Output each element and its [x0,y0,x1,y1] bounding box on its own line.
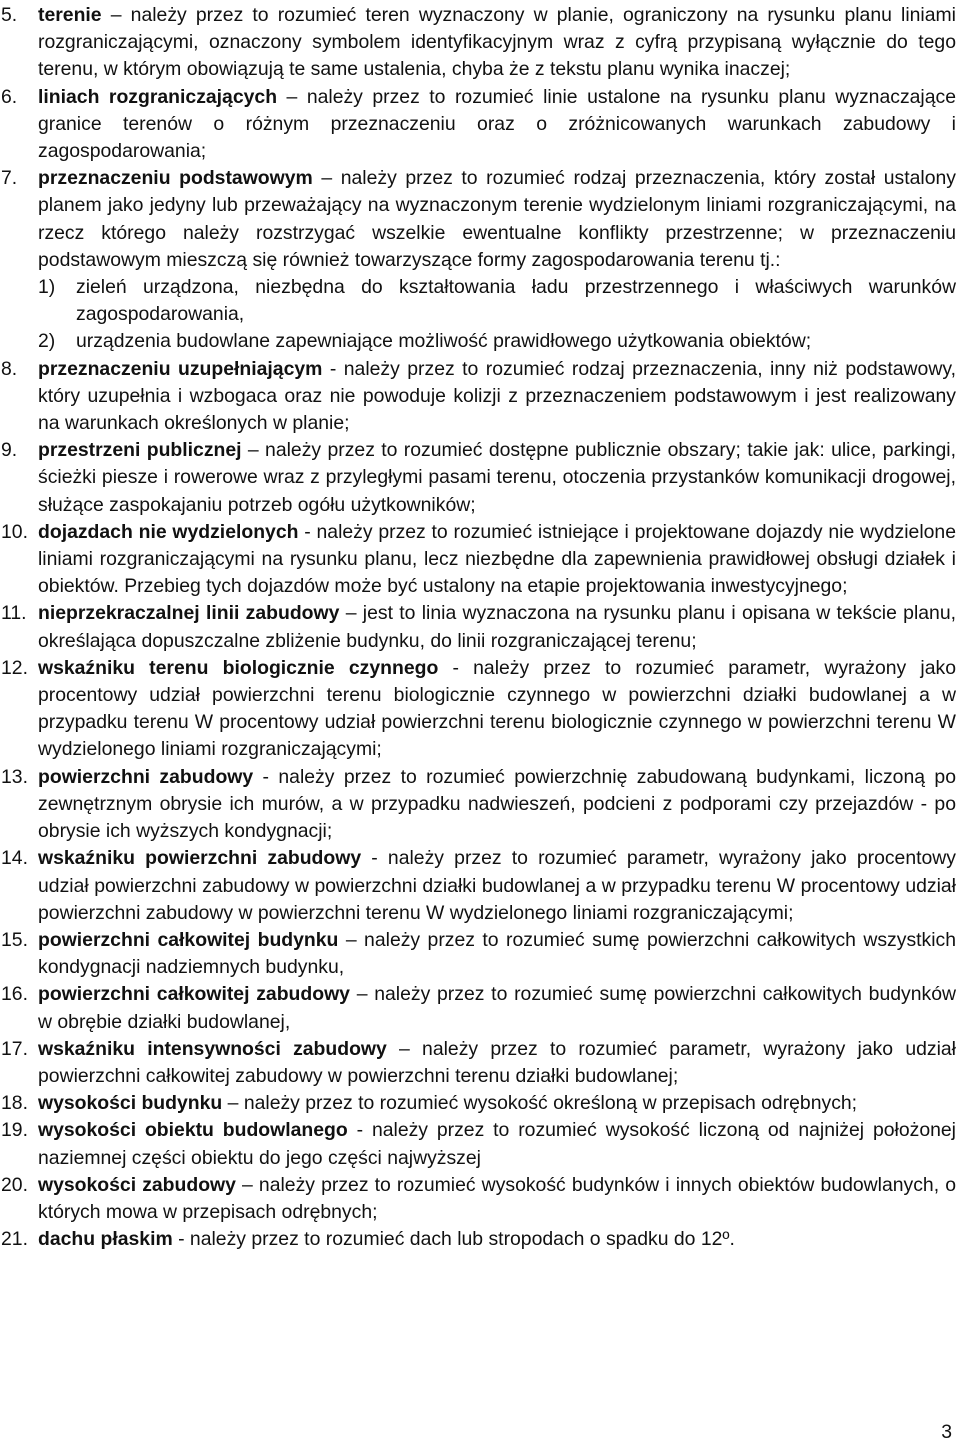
definition-item [0,1036,956,1090]
definition-term: wskaźniku powierzchni zabudowy [38,847,362,870]
definition-number: 18. [1,1092,28,1115]
definition-text: - należy przez to rozumieć parametr, wyrażony jako procentowy udział powierzchni terenu biologicznie czynnego w powierzchni działki budowlanej a w przypadku terenu W procentowy udział powierzchni terenu biologicznie czynnego w powierzchni terenu W wydzielonego liniami rozgraniczającymi; [38,656,956,761]
definition-number: 6. [1,85,18,108]
definition-body [38,437,956,519]
definition-number: 5. [1,4,18,26]
sub-item-text: zieleń urządzona, niezbędna do kształtowania ładu przestrzennego i właściwych warunków zagospodarowania, [76,276,956,326]
definition-body [38,1117,956,1171]
definition-term: powierzchni całkowitej zabudowy [38,983,350,1006]
definition-term: przeznaczeniu podstawowym [38,167,313,190]
definition-term: powierzchni całkowitej budynku [38,928,339,951]
definition-number: 8. [1,357,18,380]
sub-list-item [38,328,956,355]
definition-number: 17. [1,1037,28,1060]
definition-number: 14. [1,847,28,870]
definition-term: liniach rozgraniczających [38,85,278,108]
definition-item [0,600,956,654]
definition-text: – należy przez to rozumieć sumę powierzchni całkowitych budynków w obrębie działki budowlanej, [38,983,956,1033]
definition-term: dachu płaskim [38,1228,173,1251]
definition-number: 19. [1,1119,28,1142]
definition-item [0,2,956,84]
definition-number: 13. [1,765,28,788]
definition-text: – należy przez to rozumieć teren wyznaczony w planie, ograniczony na rysunku planu liniami rozgraniczającymi, oznaczony symbolem identyfikacyjnym wraz z cyfrą przypisaną wyłącznie do tego terenu, w którym obowiązują te same ustalenia, chyba że z tekstu planu wynika inaczej; [38,4,956,81]
definition-text: – należy przez to rozumieć sumę powierzchni całkowitych wszystkich kondygnacji nadziemnych budynku, [38,928,957,979]
definition-item [0,981,956,1035]
definition-item [0,165,956,355]
definition-number: 21. [1,1228,28,1251]
definition-item [0,845,956,927]
definition-body [38,764,956,846]
definition-text: - należy przez to rozumieć rodzaj przeznaczenia, inny niż podstawowy, który uzupełnia i wzbogaca oraz nie powoduje kolizji z przeznaczeniem podstawowym i jest realizowany na warunkach określonych w planie; [38,357,956,435]
definition-text: – jest to linia wyznaczona na rysunku planu i opisana w tekście planu, określająca dopuszczalne zbliżenie budynku, do linii rozgraniczającej terenu; [38,602,956,652]
definition-term: przeznaczeniu uzupełniającym [38,357,323,380]
definition-item [0,927,956,981]
definition-item [0,437,956,519]
definition-term: wysokości budynku [38,1092,223,1115]
definition-item [0,1117,956,1171]
definition-body [38,655,956,764]
definition-number: 10. [1,520,28,543]
definition-text: - należy przez to rozumieć istniejące i projektowane dojazdy nie wydzielone liniami rozgraniczającymi na rysunku planu, lecz niezbędne dla zapewnienia prawidłowej obsługi działek i obiektów. Przebieg tych dojazdów może być ustalony na etapie projektowania inwestycyjnego; [38,520,956,598]
sub-list [38,274,956,356]
definition-body [38,165,956,355]
sub-item-number: 1) [38,276,56,299]
definition-term: wskaźniku intensywności zabudowy [38,1037,387,1060]
definition-number: 12. [1,656,28,679]
definition-text: – należy przez to rozumieć wysokość określoną w przepisach odrębnych; [222,1092,858,1115]
definition-body [38,600,956,654]
definition-body [38,84,956,166]
definition-item [0,1172,956,1226]
sub-item-number: 2) [38,330,56,353]
definition-item [0,764,956,846]
definition-term: wysokości obiektu budowlanego [38,1119,348,1142]
definition-text: - należy przez to rozumieć parametr, wyrażony jako procentowy udział powierzchni zabudowy w powierzchni działki budowlanej a w przypadku terenu W procentowy udział powierzchni zabudowy w powierzchni terenu W wydzielonego liniami rozgraniczającymi; [38,847,957,924]
definition-item [0,1090,956,1117]
definition-body [38,356,956,438]
definition-number: 11. [1,602,27,625]
definition-item [0,356,956,438]
definition-number: 20. [1,1173,28,1196]
definition-term: terenie [38,4,102,26]
definition-text: – należy przez to rozumieć dostępne publicznie obszary; takie jak: ulice, parkingi, ścieżki piesze i rowerowe wraz z przyległymi pasami terenu, otoczenia przystanków komunikacji drogowej, służące zaspokajaniu potrzeb ogółu użytkowników; [38,439,957,516]
definition-number: 7. [1,167,18,190]
definition-body [38,2,956,84]
definition-item [0,655,956,764]
definition-text: – należy przez to rozumieć wysokość budynków i innych obiektów budowlanych, o których mowa w przepisach odrębnych; [38,1173,956,1223]
definition-item [0,84,956,166]
definition-term: nieprzekraczalnej linii zabudowy [38,602,340,625]
definition-number: 15. [1,928,28,951]
definition-number: 9. [1,439,18,462]
definitions-list [0,2,956,1253]
definition-item [0,519,956,601]
definition-number: 16. [1,983,28,1006]
definition-body [38,1172,956,1226]
definition-body [38,845,956,927]
definition-text: - należy przez to rozumieć powierzchnię zabudowaną budynkami, liczoną po zewnętrznym obrysie ich murów, a w przypadku nadwieszeń, podcieni z podporami czy przejazdów - po obrysie ich wyższych kondygnacji; [38,765,956,843]
sub-item-text: urządzenia budowlane zapewniające możliwość prawidłowego użytkowania obiektów; [76,330,812,353]
definition-text: – należy przez to rozumieć rodzaj przeznaczenia, który został ustalony planem jako jedyny lub przeważający na wyznaczonym terenie wydzielonym liniami rozgraniczającymi, na rzecz którego należy rozstrzygać wszelkie ewentualne konflikty przestrzenne; w przeznaczeniu podstawowym mieszczą się również towarzyszące formy zagospodarowania terenu tj.: [38,167,956,271]
definition-text: – należy przez to rozumieć parametr, wyrażony jako udział powierzchni całkowitej zabudowy w powierzchni terenu działki budowlanej; [38,1037,956,1087]
definition-term: dojazdach nie wydzielonych [38,520,299,543]
definition-body [38,1036,956,1090]
definition-term: wysokości zabudowy [38,1173,236,1196]
definition-term: powierzchni zabudowy [38,765,254,788]
definition-body [38,1226,956,1253]
sub-list-item [38,274,956,328]
definition-term: wskaźniku terenu biologicznie czynnego [38,656,439,679]
definition-item [0,1226,956,1253]
definition-body [38,1090,956,1117]
definition-body [38,981,956,1035]
definition-body [38,927,956,981]
page-number: 3 [941,1421,952,1443]
definition-text: - należy przez to rozumieć dach lub stropodach o spadku do 12º. [172,1228,735,1251]
definition-text: - należy przez to rozumieć wysokość liczoną od najniżej położonej naziemnej części obiektu do jego części najwyższej [38,1119,956,1169]
definition-term: przestrzeni publicznej [38,439,242,462]
definition-text: – należy przez to rozumieć linie ustalone na rysunku planu wyznaczające granice terenów o różnym przeznaczeniu oraz o zróżnicowanych warunkach zabudowy i zagospodarowania; [38,85,957,163]
definition-body [38,519,956,601]
